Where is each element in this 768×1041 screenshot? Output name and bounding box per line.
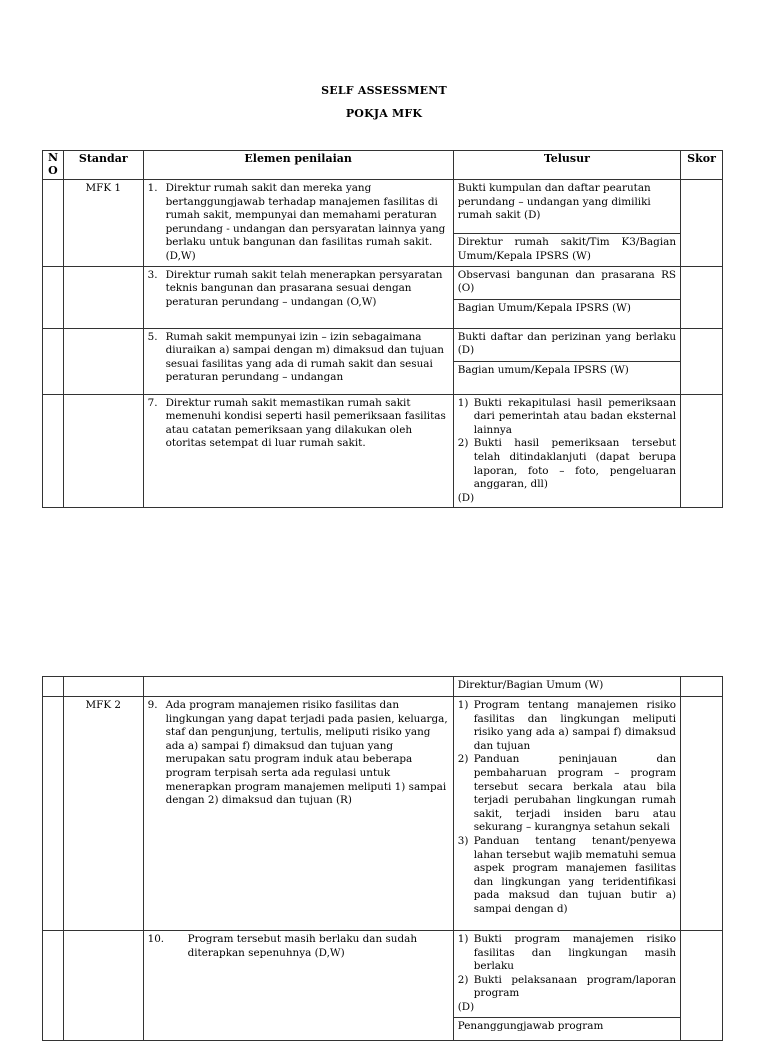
- document-title: SELF ASSESSMENT: [321, 84, 447, 97]
- header-skor: Skor: [681, 151, 723, 180]
- no-cell: [43, 266, 64, 328]
- element-number: 1.: [147, 182, 158, 194]
- list-text: Bukti pelaksanaan program/laporan program: [473, 973, 677, 1000]
- no-cell: [43, 931, 64, 1041]
- document-subtitle: POKJA MFK: [345, 107, 423, 120]
- telusur-cell: [453, 328, 680, 394]
- list-item: [458, 699, 676, 753]
- table-row: [43, 697, 723, 931]
- standard-cell: MFK 2: [63, 697, 143, 931]
- telusur-entry: Bukti kumpulan dan daftar pearutan perundang – undangan yang dimiliki rumah sakit (D): [457, 182, 651, 222]
- list-text: Bukti hasil pemeriksaan tersebut telah ditindaklanjuti (dapat berupa laporan, foto – foto, pengeluaran anggaran, dll): [473, 437, 677, 491]
- list-number: 2): [457, 437, 469, 450]
- score-cell: [681, 180, 723, 267]
- list-number: 2): [457, 973, 469, 986]
- telusur-cell: [453, 394, 680, 508]
- no-cell: [43, 328, 64, 394]
- element-text: Direktur rumah sakit telah menerapkan persyaratan teknis bangunan dan prasarana sesuai dengan peraturan perundang – undangan (O,W): [165, 268, 443, 308]
- telusur-entry: Bagian umum/Kepala IPSRS (W): [454, 361, 680, 380]
- no-cell: [43, 180, 64, 267]
- telusur-entry: Penanggungjawab program: [454, 1017, 680, 1036]
- list-item: [458, 437, 676, 491]
- telusur-cell: [453, 266, 680, 328]
- list-item: [458, 933, 676, 974]
- header-no: N O: [43, 151, 64, 180]
- list-item: [458, 974, 676, 1001]
- element-number: 3.: [147, 268, 158, 281]
- evidence-code: (D): [457, 1000, 475, 1013]
- header-elemen: Elemen penilaian: [143, 151, 453, 180]
- telusur-cell: Direktur/Bagian Umum (W): [453, 677, 680, 697]
- standard-cell: [63, 266, 143, 328]
- list-item: [458, 835, 676, 917]
- list-text: Panduan peninjauan dan pembaharuan program – program tersebut secara berkala atau bila terjadi perubahan lingkungan rumah sakit, terjadi insiden baru atau sekurang – kurangnya setahun sekali: [473, 753, 677, 834]
- element-cell: [143, 328, 453, 394]
- standard-cell: [63, 328, 143, 394]
- no-cell: [43, 677, 64, 697]
- table-row: [43, 180, 723, 267]
- list-number: 2): [457, 753, 469, 766]
- list-number: 1): [457, 699, 469, 711]
- element-cell: [143, 697, 453, 931]
- element-cell: [143, 677, 453, 697]
- table-row: [43, 266, 723, 328]
- element-text: Direktur rumah sakit dan mereka yang bertanggungjawab terhadap manajemen fasilitas di rumah sakit, mempunyai dan memahami peraturan perundang - undangan dan persyaratan lainnya yang berlaku untuk bangunan dan fasilitas rumah sakit. (D,W): [165, 182, 446, 262]
- telusur-entry: [454, 931, 680, 1017]
- no-cell: [43, 394, 64, 508]
- standard-cell: MFK 1: [63, 180, 143, 267]
- header-standar: Standar: [63, 151, 143, 180]
- score-cell: [681, 697, 723, 931]
- list-text: Program tentang manajemen risiko fasilitas dan lingkungan meliputi risiko yang ada a) sampai f) dimaksud dan tujuan: [473, 699, 677, 752]
- no-cell: [43, 697, 64, 931]
- element-number: 7.: [147, 396, 158, 409]
- score-cell: [681, 394, 723, 508]
- list-number: 1): [457, 933, 469, 945]
- element-number: 10.: [147, 933, 165, 945]
- element-text: Ada program manajemen risiko fasilitas dan lingkungan yang dapat terjadi pada pasien, keluarga, staf dan pengunjung, tertulis, meliputi risiko yang ada a) sampai f) dimaksud dan tujuan yang merupakan satu program induk atau beberapa program terpisah serta ada regulasi untuk menerapkan program manajemen meliputi 1) sampai dengan 2) dimaksud dan tujuan (R): [165, 699, 448, 807]
- element-cell: [143, 931, 453, 1041]
- table-row: [43, 677, 723, 697]
- assessment-table-mfk2: [42, 676, 723, 1041]
- element-cell: [143, 180, 453, 267]
- list-text: Bukti rekapitulasi hasil pemeriksaan dari pemerintah atau badan eksternal lainnya: [473, 396, 677, 436]
- element-cell: [143, 394, 453, 508]
- standard-cell: [63, 931, 143, 1041]
- list-item: [458, 753, 676, 835]
- standard-cell: [63, 677, 143, 697]
- telusur-cell: [453, 180, 680, 267]
- assessment-table-mfk1: [42, 150, 723, 508]
- element-text: Rumah sakit mempunyai izin – izin sebagaimana diuraikan a) sampai dengan m) dimaksud dan tujuan sesuai fasilitas yang ada di rumah sakit dan sesuai peraturan perundang – undangan: [165, 330, 444, 384]
- telusur-entry: Direktur rumah sakit/Tim K3/Bagian Umum/Kepala IPSRS (W): [454, 233, 680, 265]
- table-row: [43, 394, 723, 508]
- table-row: [43, 328, 723, 394]
- element-text: Direktur rumah sakit memastikan rumah sakit memenuhi kondisi seperti hasil pemeriksaan fasilitas atau catatan pemeriksaan yang dilakukan oleh otoritas setempat di luar rumah sakit.: [165, 396, 446, 450]
- list-item: [458, 397, 676, 438]
- score-cell: [681, 931, 723, 1041]
- score-cell: [681, 266, 723, 328]
- list-text: Bukti program manajemen risiko fasilitas dan lingkungan masih berlaku: [473, 933, 677, 973]
- element-cell: [143, 266, 453, 328]
- element-number: 5.: [147, 330, 158, 343]
- standard-cell: [63, 394, 143, 508]
- telusur-cell: [453, 697, 680, 931]
- element-number: 9.: [147, 699, 158, 711]
- score-cell: [681, 677, 723, 697]
- telusur-cell: [453, 931, 680, 1041]
- evidence-code: (D): [457, 491, 475, 504]
- header-row: [43, 151, 723, 180]
- table-row: [43, 931, 723, 1041]
- telusur-entry: Observasi bangunan dan prasarana RS (O): [457, 268, 677, 295]
- element-text: Program tersebut masih berlaku dan sudah diterapkan sepenuhnya (D,W): [187, 933, 418, 959]
- list-text: Panduan tentang tenant/penyewa lahan tersebut wajib mematuhi semua aspek program manajemen fasilitas dan lingkungan yang teridentifikasi pada maksud dan tujuan butir a) sampai dengan d): [473, 834, 677, 915]
- list-number: 1): [457, 396, 469, 409]
- telusur-entry: Bukti daftar dan perizinan yang berlaku (D): [457, 330, 677, 357]
- telusur-entry: Bagian Umum/Kepala IPSRS (W): [454, 299, 680, 318]
- score-cell: [681, 328, 723, 394]
- header-telusur: Telusur: [453, 151, 680, 180]
- list-number: 3): [457, 834, 469, 847]
